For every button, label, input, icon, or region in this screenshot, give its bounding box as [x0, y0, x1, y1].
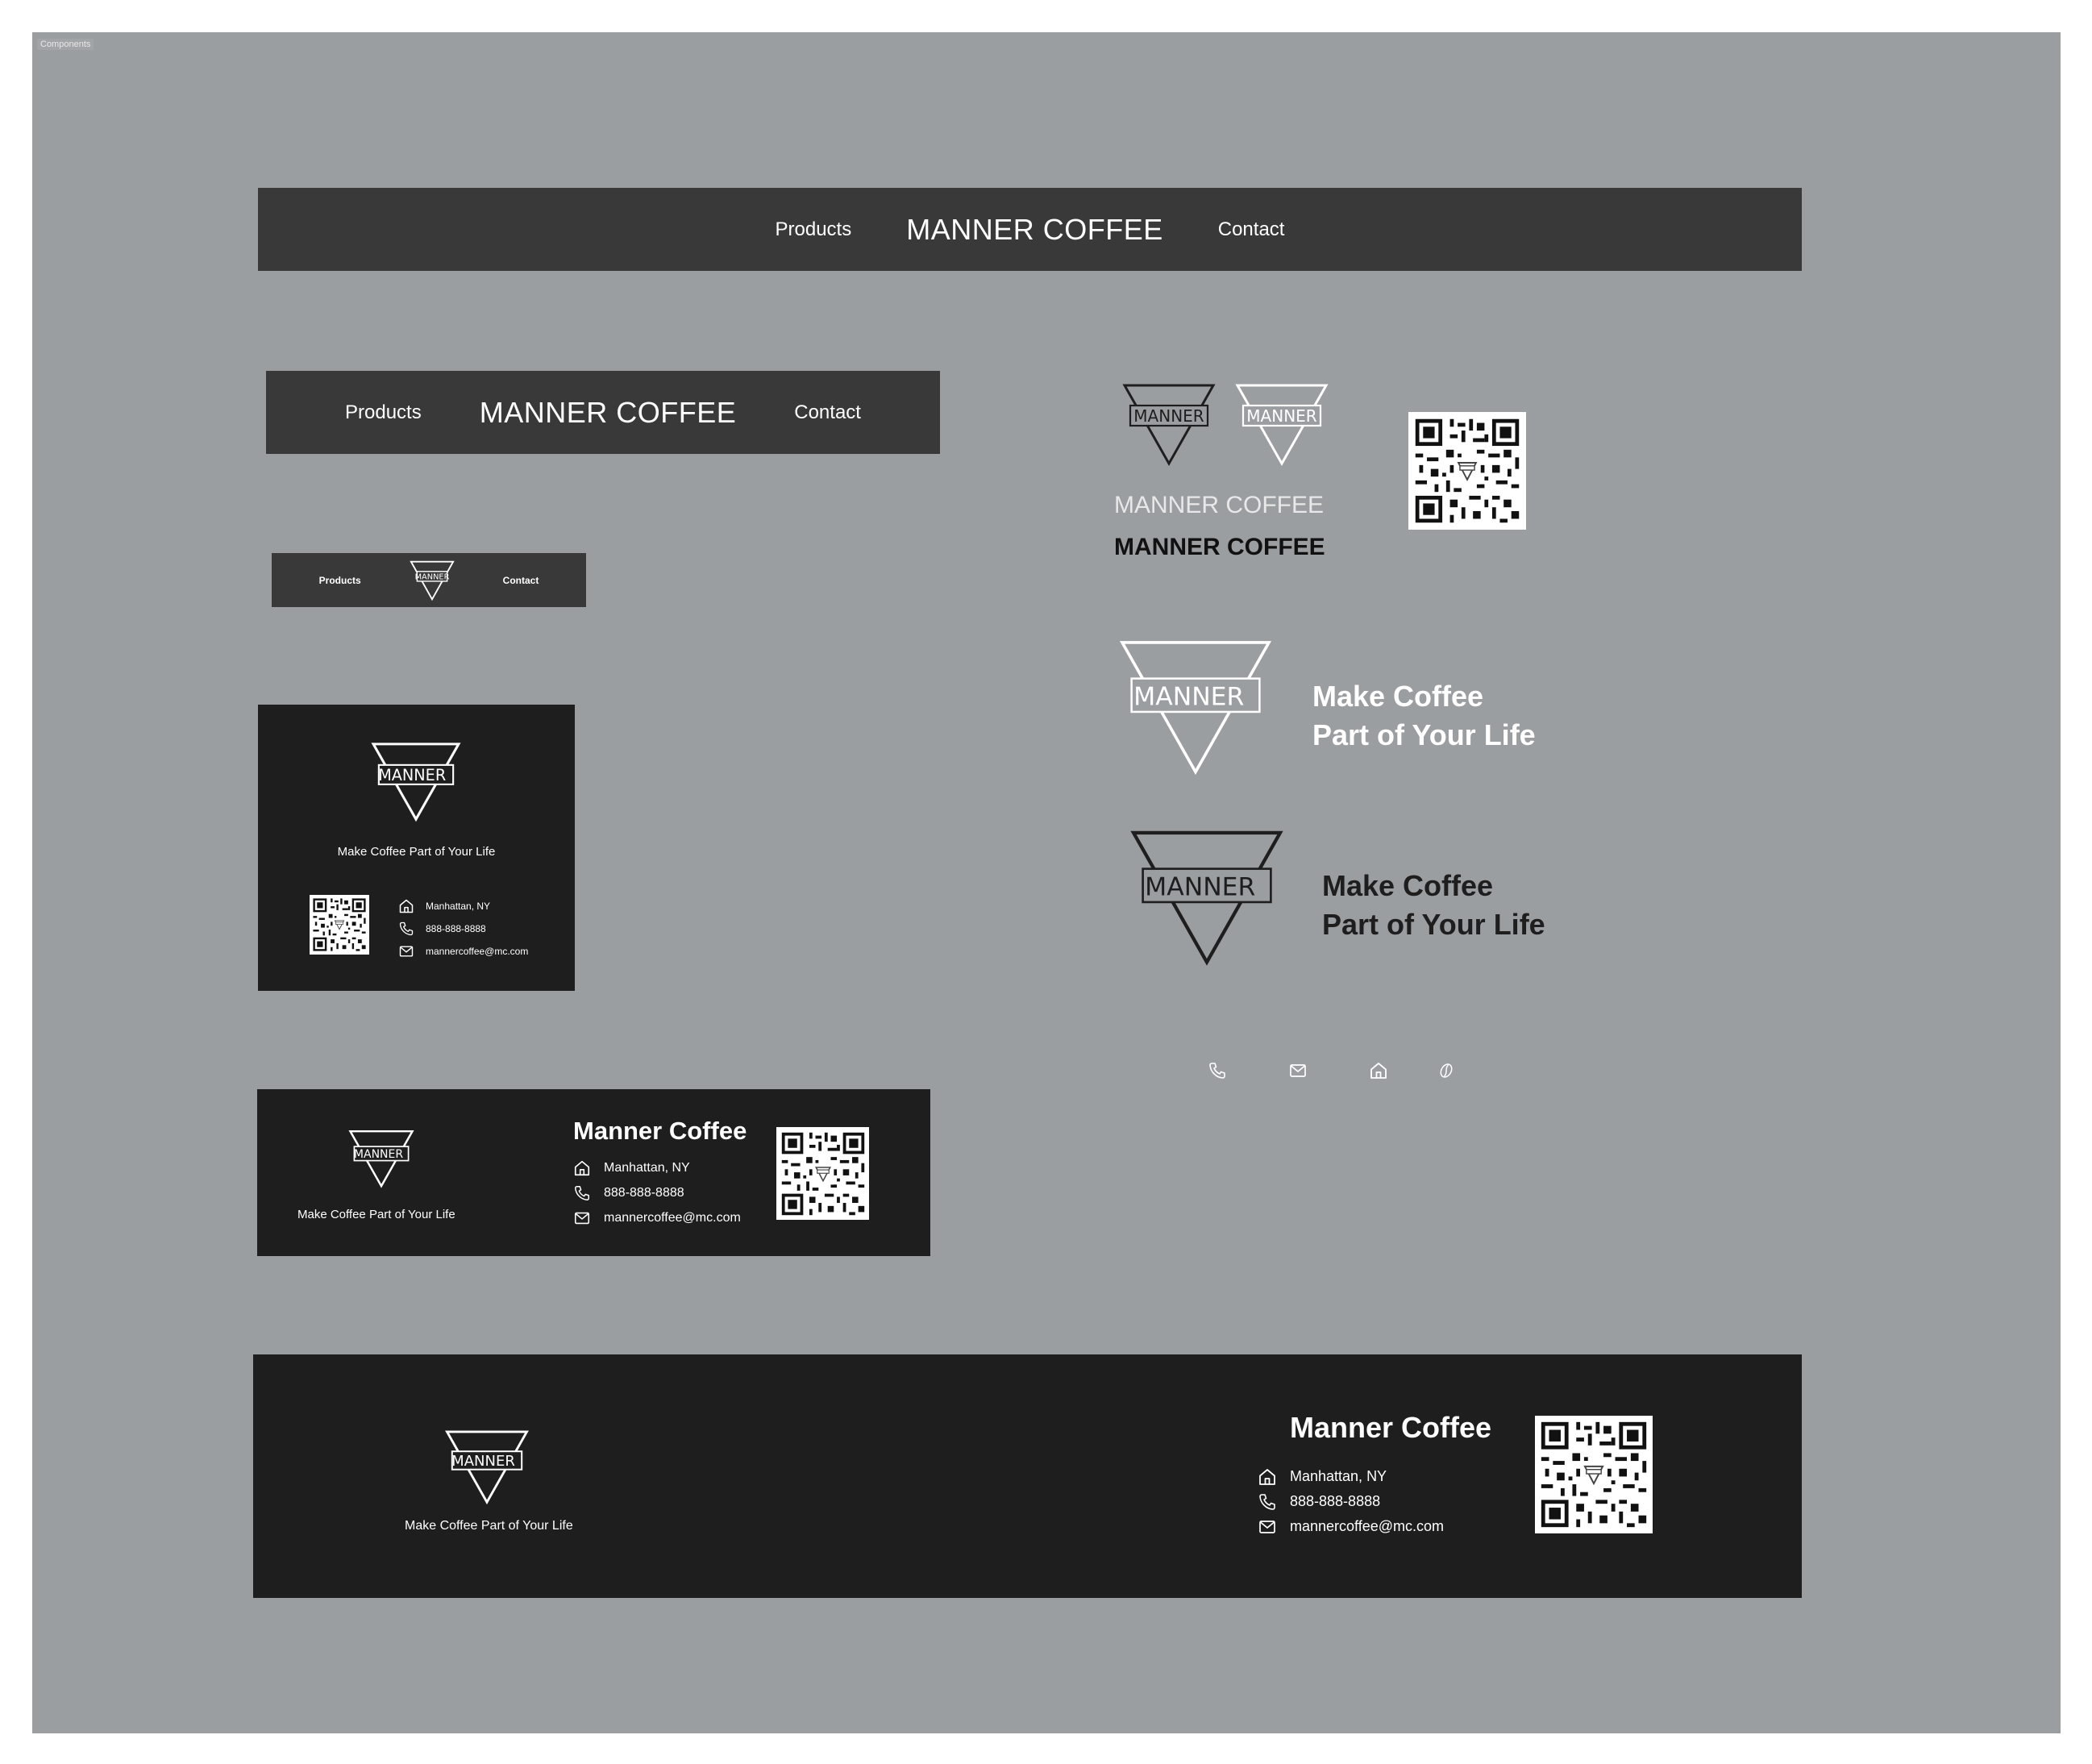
tagline-line2: Part of Your Life [1312, 718, 1536, 751]
logo-wordmark: MANNER [353, 1148, 404, 1162]
contact-list [398, 895, 528, 963]
contact-email [573, 1205, 741, 1230]
business-card-horizontal [257, 1089, 930, 1256]
frame-label[interactable]: Components [37, 39, 94, 50]
mail-icon [573, 1209, 591, 1227]
card-title: Manner Coffee [573, 1117, 747, 1145]
icon-set [1208, 1061, 1456, 1080]
nav-products-link[interactable]: Products [775, 218, 852, 240]
contact-email [1258, 1514, 1444, 1539]
components-canvas [32, 32, 2061, 1733]
tagline-line1: Make Coffee [1322, 869, 1494, 902]
logo-wordmark: MANNER [1246, 406, 1317, 426]
address-text: Manhattan, NY [604, 1160, 690, 1175]
qr-code[interactable] [310, 895, 369, 955]
card-tagline: Make Coffee Part of Your Life [337, 845, 496, 859]
contact-address [1258, 1464, 1444, 1489]
logo-wordmark: MANNER [414, 572, 450, 582]
nav-products-link[interactable]: Products [318, 574, 361, 586]
manner-logo [369, 742, 463, 822]
business-card-vertical [258, 705, 575, 991]
contact-phone [1258, 1489, 1444, 1514]
contact-phone [573, 1180, 741, 1205]
qr-code[interactable] [776, 1127, 869, 1220]
nav-contact-link[interactable]: Contact [794, 401, 861, 423]
card-tagline: Make Coffee Part of Your Life [297, 1208, 455, 1221]
logo-wordmark: MANNER [1133, 682, 1245, 712]
manner-logo [443, 1429, 530, 1505]
home-icon [573, 1159, 591, 1177]
contact-list [573, 1155, 741, 1230]
phone-icon [573, 1184, 591, 1202]
footer-contact-list [1258, 1464, 1444, 1539]
nav-contact-link[interactable]: Contact [502, 574, 539, 586]
tagline-light [1312, 677, 1536, 755]
address-text: Manhattan, NY [1290, 1468, 1387, 1484]
phone-icon [1258, 1492, 1277, 1512]
manner-logo-large-light [1115, 639, 1276, 777]
nav-brand-title[interactable]: MANNER COFFEE [906, 212, 1163, 246]
navbar-small [272, 553, 586, 607]
logo-wordmark: MANNER [1145, 872, 1256, 902]
footer-title: Manner Coffee [1290, 1411, 1492, 1444]
mail-icon [398, 943, 414, 959]
contact-email [398, 940, 528, 963]
manner-logo-light [1233, 383, 1330, 467]
phone-text: 888-888-8888 [604, 1185, 684, 1200]
email-text[interactable]: mannercoffee@mc.com [1290, 1518, 1445, 1534]
address-text: Manhattan, NY [426, 901, 491, 912]
coffee-bean-icon[interactable] [1437, 1061, 1456, 1080]
manner-logo [347, 1130, 415, 1188]
qr-code[interactable] [1408, 412, 1526, 530]
contact-phone [398, 917, 528, 940]
email-text[interactable]: mannercoffee@mc.com [604, 1210, 741, 1225]
qr-code[interactable] [1535, 1416, 1653, 1533]
manner-logo-large-dark [1126, 829, 1287, 967]
home-icon[interactable] [1369, 1061, 1388, 1080]
phone-icon [398, 921, 414, 937]
tagline-line1: Make Coffee [1312, 680, 1484, 713]
footer [253, 1354, 1802, 1598]
mail-icon[interactable] [1288, 1061, 1308, 1080]
brand-text-light: MANNER COFFEE [1114, 492, 1325, 518]
manner-logo[interactable] [410, 560, 455, 601]
nav-products-link[interactable]: Products [345, 401, 422, 423]
phone-icon[interactable] [1208, 1061, 1227, 1080]
tagline-dark [1322, 867, 1545, 944]
logo-wordmark: MANNER [378, 766, 447, 785]
mail-icon [1258, 1517, 1277, 1537]
logo-wordmark: MANNER [1133, 406, 1204, 426]
contact-address [573, 1155, 741, 1180]
brand-text-dark: MANNER COFFEE [1114, 534, 1325, 560]
footer-tagline: Make Coffee Part of Your Life [405, 1519, 573, 1533]
email-text[interactable]: mannercoffee@mc.com [426, 946, 529, 957]
phone-text: 888-888-8888 [1290, 1493, 1381, 1509]
contact-address [398, 895, 528, 917]
navbar-large [258, 188, 1802, 271]
home-icon [1258, 1467, 1277, 1487]
nav-brand-title[interactable]: MANNER COFFEE [479, 395, 737, 429]
nav-contact-link[interactable]: Contact [1217, 218, 1285, 240]
logo-wordmark: MANNER [451, 1453, 515, 1471]
navbar-medium [266, 371, 940, 454]
manner-logo-dark [1121, 383, 1217, 467]
tagline-line2: Part of Your Life [1322, 908, 1545, 941]
home-icon [398, 898, 414, 914]
phone-text: 888-888-8888 [426, 923, 486, 934]
